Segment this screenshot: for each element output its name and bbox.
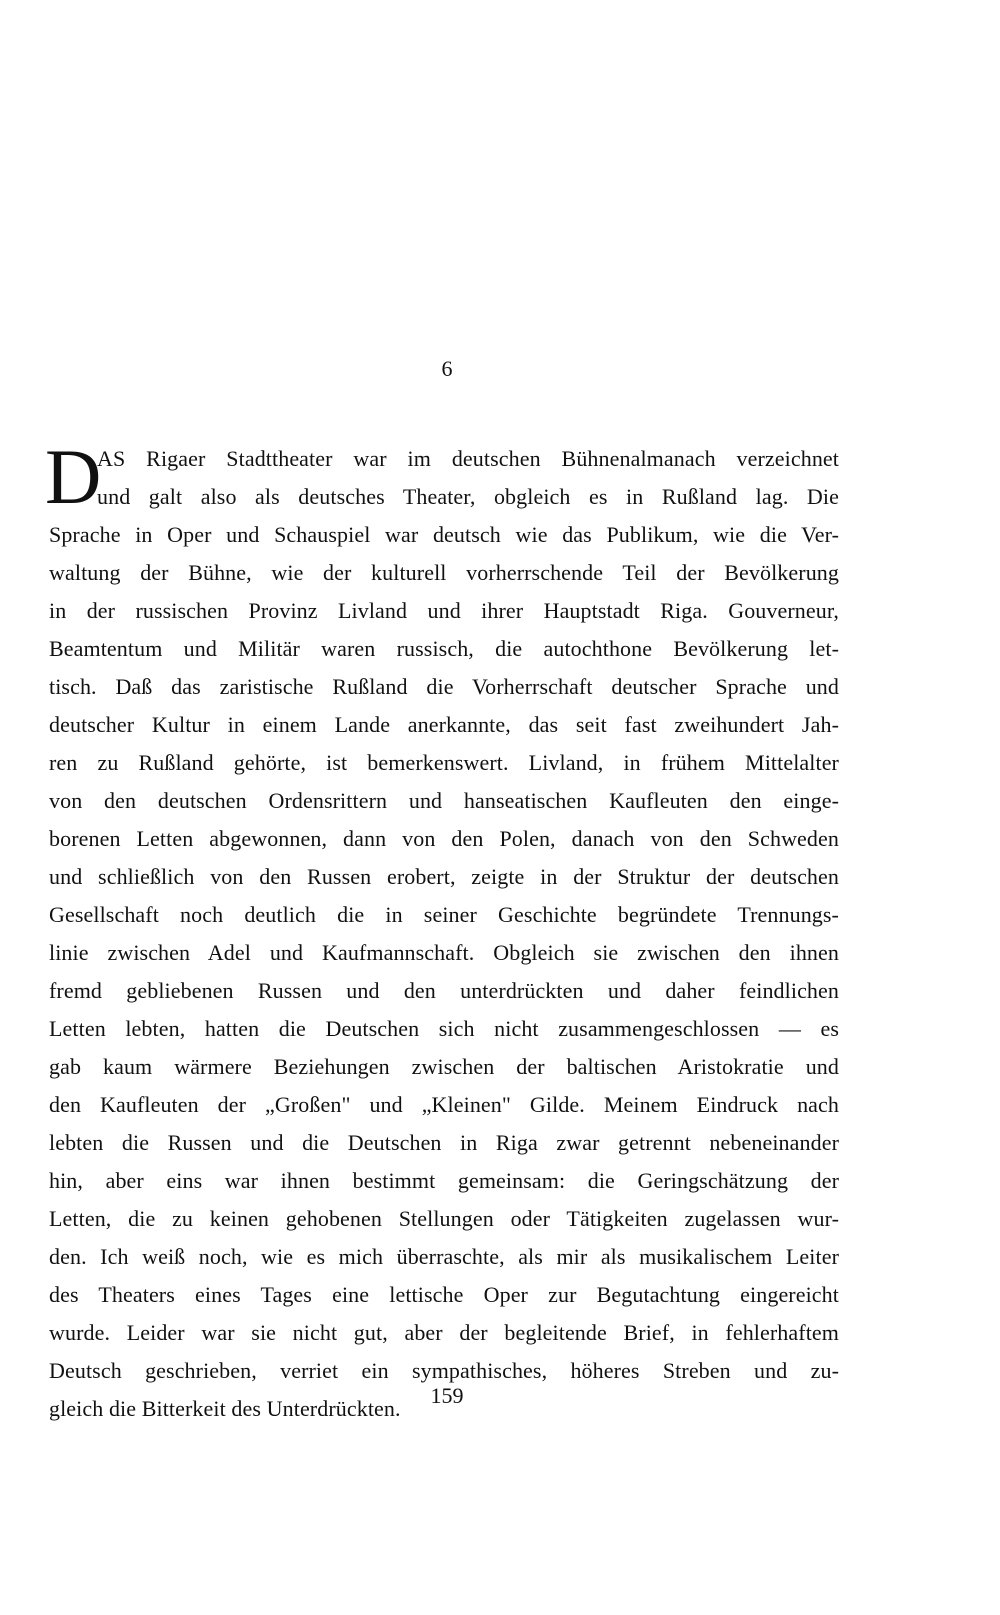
text-line: Sprache in Oper und Schauspiel war deutsch wie das Publikum, wie die Ver-	[49, 522, 839, 547]
text-line: hin, aber eins war ihnen bestimmt gemeinsam: die Geringschätzung der	[49, 1168, 839, 1193]
text-line: den Kaufleuten der „Großen" und „Kleinen" Gilde. Meinem Eindruck nach	[49, 1092, 839, 1117]
page-number: 159	[430, 1383, 464, 1408]
text-line: Letten, die zu keinen gehobenen Stellungen oder Tätigkeiten zugelassen wur-	[49, 1206, 839, 1231]
text-line: tisch. Daß das zaristische Rußland die Vorherrschaft deutscher Sprache und	[49, 674, 839, 699]
opening-lines	[45, 433, 839, 520]
text-line: wurde. Leider war sie nicht gut, aber der begleitende Brief, in fehlerhaftem	[49, 1320, 839, 1345]
text-line: fremd gebliebenen Russen und den unterdrückten und daher feindlichen	[49, 978, 839, 1003]
text-line: deutscher Kultur in einem Lande anerkannte, das seit fast zweihundert Jah-	[49, 712, 839, 737]
body-text	[45, 433, 839, 1428]
text-line: des Theaters eines Tages eine lettische Oper zur Begutachtung eingereicht	[49, 1282, 839, 1307]
text-line: borenen Letten abgewonnen, dann von den Polen, danach von den Schweden	[49, 826, 839, 851]
text-line: gab kaum wärmere Beziehungen zwischen der baltischen Aristokratie und	[49, 1054, 839, 1079]
text-line-final: gleich die Bitterkeit des Unterdrückten.	[49, 1396, 401, 1421]
text-line-2: und galt also als deutsches Theater, obgleich es in Rußland lag. Die	[97, 484, 839, 509]
text-line: Gesellschaft noch deutlich die in seiner Geschichte begründete Trennungs-	[49, 902, 839, 927]
text-line: den. Ich weiß noch, wie es mich überraschte, als mir als musikalischem Leiter	[49, 1244, 839, 1269]
text-line: und schließlich von den Russen erobert, zeigte in der Struktur der deutschen	[49, 864, 839, 889]
text-line: lebten die Russen und die Deutschen in Riga zwar getrennt nebeneinander	[49, 1130, 839, 1155]
text-line: linie zwischen Adel und Kaufmannschaft. Obgleich sie zwischen den ihnen	[49, 940, 839, 965]
text-line: von den deutschen Ordensrittern und hanseatischen Kaufleuten den einge-	[49, 788, 839, 813]
text-line: ren zu Rußland gehörte, ist bemerkenswert. Livland, in frühem Mittelalter	[49, 750, 839, 775]
text-line-1: AS Rigaer Stadttheater war im deutschen Bühnenalmanach verzeichnet	[97, 446, 839, 471]
chapter-number: 6	[441, 356, 453, 381]
text-line: Beamtentum und Militär waren russisch, die autochthone Bevölkerung let-	[49, 636, 839, 661]
drop-cap-initial: D	[45, 433, 102, 520]
text-line: in der russischen Provinz Livland und ihrer Hauptstadt Riga. Gouverneur,	[49, 598, 839, 623]
text-line: waltung der Bühne, wie der kulturell vorherrschende Teil der Bevölkerung	[49, 560, 839, 585]
text-line: Letten lebten, hatten die Deutschen sich nicht zusammengeschlossen — es	[49, 1016, 839, 1041]
text-line: Deutsch geschrieben, verriet ein sympathisches, höheres Streben und zu-	[49, 1358, 839, 1383]
